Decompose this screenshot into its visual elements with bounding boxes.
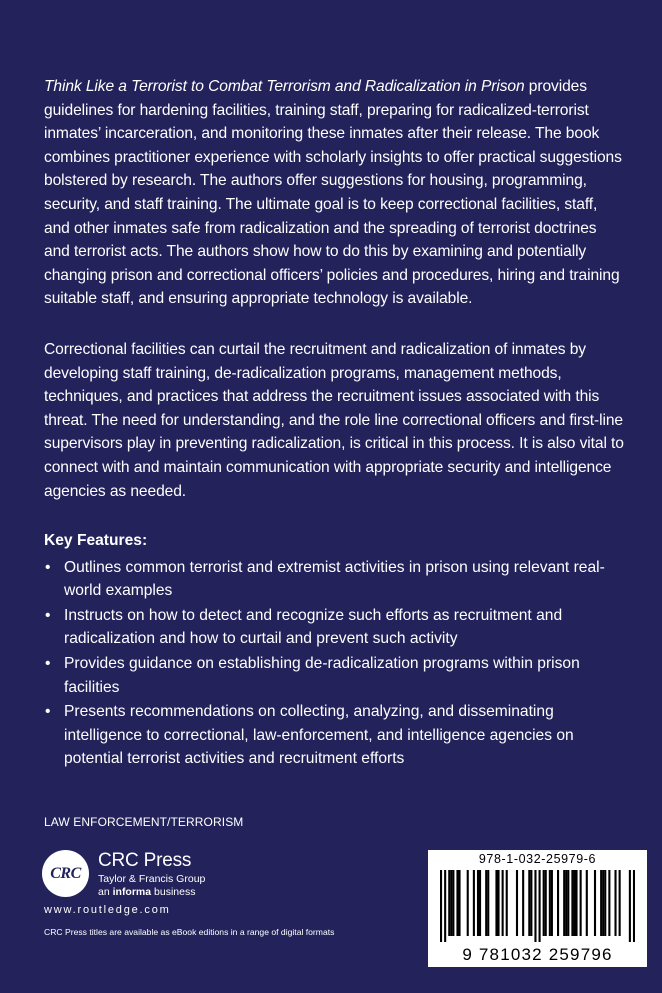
bullet-icon: • bbox=[45, 558, 51, 576]
barcode-bar bbox=[594, 870, 596, 936]
barcode-bar bbox=[633, 870, 635, 942]
barcode-bar bbox=[440, 870, 442, 942]
barcode-bar bbox=[530, 870, 532, 936]
bullet-icon: • bbox=[45, 606, 51, 624]
barcode-bars bbox=[440, 870, 635, 942]
barcode-bar bbox=[619, 870, 621, 936]
key-features-heading: Key Features: bbox=[44, 532, 148, 549]
key-feature-item bbox=[44, 556, 634, 603]
informa-brand: informa bbox=[112, 886, 152, 898]
barcode-bar bbox=[602, 870, 604, 936]
barcode-bar bbox=[450, 870, 452, 936]
key-feature-text: Instructs on how to detect and recognize such efforts as recruitment and radicalization and how to curtail and prevent such activity bbox=[64, 606, 563, 648]
publisher-logo bbox=[42, 850, 302, 910]
barcode-bar bbox=[545, 870, 547, 936]
barcode-bar bbox=[502, 870, 504, 936]
book-title-italic: Think Like a Terrorist to Combat Terrorism and Radicalization in Prison bbox=[44, 78, 525, 95]
key-feature-item bbox=[44, 652, 634, 699]
description-paragraph-1-body: provides guidelines for hardening facilities, training staff, preparing for radicalized-terrorist inmates’ incarceration, and monitoring these inmates after their release. The book combines practitioner experience with scholarly insights to offer practical suggestions bolstered by research. The authors offer suggestions for housing, programming, security, and staff training. The ultimate goal is to keep correctional facilities, staff, and other inmates safe from radicalization and the spreading of terrorist doctrines and terrorist acts. The authors show how to do this by examining and potentially changing prison and correctional officers’ policies and procedures, hiring and training suitable staff, and ensuring appropriate technology is available. bbox=[44, 78, 622, 308]
bullet-icon: • bbox=[45, 654, 51, 672]
barcode-bar bbox=[458, 870, 460, 936]
barcode-bar bbox=[467, 870, 469, 936]
barcode-bar bbox=[522, 870, 524, 936]
barcode-bar bbox=[557, 870, 559, 936]
barcode-bar bbox=[479, 870, 481, 936]
barcode-bar bbox=[495, 870, 497, 936]
publisher-info bbox=[98, 850, 205, 899]
barcode-bar bbox=[614, 870, 616, 936]
barcode-bar bbox=[528, 870, 530, 936]
barcode-bar bbox=[629, 870, 631, 942]
subject-category: LAW ENFORCEMENT/TERRORISM bbox=[44, 815, 244, 829]
isbn-barcode bbox=[428, 850, 647, 967]
informa-suffix: business bbox=[151, 886, 196, 898]
barcode-bar bbox=[473, 870, 475, 936]
barcode-bar bbox=[534, 870, 536, 942]
publisher-group: Taylor & Francis Group bbox=[98, 873, 206, 885]
barcode-bar bbox=[571, 870, 573, 936]
barcode-bar bbox=[497, 870, 499, 936]
isbn-number: 978-1-032-25979-6 bbox=[478, 852, 597, 866]
publisher-name: CRC Press bbox=[98, 850, 192, 871]
bullet-icon: • bbox=[45, 703, 51, 721]
barcode-bar bbox=[604, 870, 606, 936]
informa-prefix: an bbox=[98, 886, 113, 898]
barcode-bar bbox=[580, 870, 582, 936]
barcode-bar bbox=[551, 870, 553, 936]
barcode-bar bbox=[487, 870, 489, 936]
key-feature-item bbox=[44, 604, 634, 651]
key-feature-item bbox=[44, 700, 634, 771]
description-paragraph-1 bbox=[44, 75, 624, 311]
barcode-bar bbox=[543, 870, 545, 936]
key-feature-text: Outlines common terrorist and extremist activities in prison using relevant real-world examples bbox=[64, 558, 605, 600]
barcode-bar bbox=[444, 870, 446, 942]
barcode-bar bbox=[485, 870, 487, 936]
barcode-bar bbox=[567, 870, 569, 936]
barcode-bar bbox=[549, 870, 551, 936]
key-feature-text: Provides guidance on establishing de-radicalization programs within prison facilities bbox=[64, 654, 580, 696]
key-features-list bbox=[44, 556, 634, 771]
barcode-bar bbox=[600, 870, 602, 936]
barcode-bar bbox=[586, 870, 588, 936]
barcode-bar bbox=[448, 870, 450, 936]
key-feature-text: Presents recommendations on collecting, analyzing, and disseminating intelligence to correctional, law-enforcement, and intelligence agencies on potential terrorist activities and recruitment efforts bbox=[64, 703, 574, 768]
ean-digits: 9 781032 259796 bbox=[462, 945, 613, 964]
description-paragraph-2: Correctional facilities can curtail the recruitment and radicalization of inmates by developing staff training, de-radicalization programs, management methods, techniques, and practices that address the recruitment issues associated with this threat. The need for understanding, and the role line correctional officers and first-line supervisors play in preventing radicalization, is critical in this process. It is also vital to connect with and maintain communication with appropriate security and intelligence agencies as needed. bbox=[44, 341, 624, 500]
barcode-bar bbox=[506, 870, 508, 936]
barcode-bar bbox=[452, 870, 454, 936]
barcode-bar bbox=[575, 870, 577, 936]
informa-line bbox=[98, 886, 205, 899]
crc-logo-icon: CRC bbox=[42, 850, 89, 897]
barcode-bar bbox=[539, 870, 541, 942]
barcode-bar bbox=[573, 870, 575, 936]
ebook-note: CRC Press titles are available as eBook editions in a range of digital formats bbox=[44, 927, 335, 937]
publisher-website: www.routledge.com bbox=[44, 904, 171, 916]
barcode-bar bbox=[608, 870, 610, 936]
barcode-bar bbox=[456, 870, 458, 936]
barcode-bar bbox=[565, 870, 567, 936]
barcode-bar bbox=[563, 870, 565, 936]
key-features-section bbox=[44, 529, 634, 772]
barcode-bar bbox=[477, 870, 479, 936]
barcode-bar bbox=[516, 870, 518, 936]
